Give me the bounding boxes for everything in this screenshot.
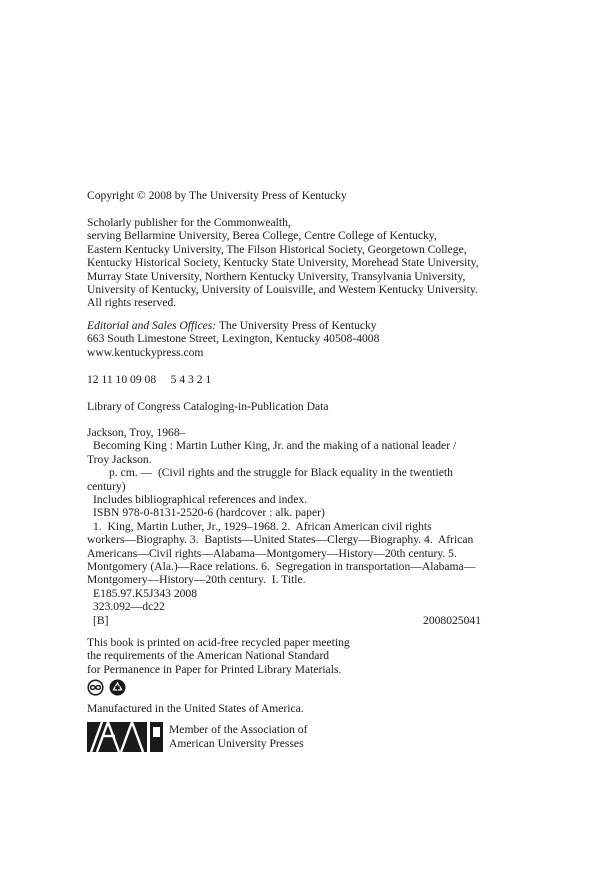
paper-line: This book is printed on acid-free recycled paper meeting	[87, 636, 350, 649]
aaup-member-block	[87, 722, 307, 752]
cip-series: century)	[87, 479, 126, 493]
cip-subjects: workers—Biography. 3. Baptists—United States—Clergy—Biography. 4. African	[87, 533, 474, 547]
paper-line: for Permanence in Paper for Printed Library Materials.	[87, 662, 342, 676]
cip-title: Becoming King : Martin Luther King, Jr. and the making of a national leader /	[93, 439, 457, 453]
cip-subjects: Americans—Civil rights—Alabama—Montgomery—History—20th century. 5.	[87, 546, 457, 560]
publisher-line: Kentucky Historical Society, Kentucky State University, Morehead State University,	[87, 256, 479, 270]
publisher-line: Murray State University, Northern Kentucky University, Transylvania University,	[87, 269, 466, 283]
cip-subjects: Montgomery—History—20th century. I. Title.	[87, 573, 306, 587]
publisher-line: Scholarly publisher for the Commonwealth,	[87, 216, 291, 229]
aaup-logo-icon	[87, 722, 163, 752]
cip-record	[87, 426, 527, 627]
printing-line: 12 11 10 09 08 5 4 3 2 1	[87, 373, 212, 386]
cip-bracket: [B]	[93, 613, 109, 627]
cip-subjects: 1. King, Martin Luther, Jr., 1929–1968. 2. African American civil rights	[93, 519, 432, 533]
publisher-website: www.kentuckypress.com	[87, 345, 204, 359]
cip-number-row	[87, 614, 481, 627]
copyright-line: Copyright © 2008 by The University Press of Kentucky	[87, 189, 347, 202]
cip-subjects: Montgomery (Ala.)—Race relations. 6. Segregation in transportation—Alabama—	[87, 560, 476, 574]
offices-label: Editorial and Sales Offices:	[87, 319, 217, 332]
acid-free-paper-icon	[87, 679, 104, 696]
offices-name: The University Press of Kentucky	[216, 319, 377, 332]
publisher-line: All rights reserved.	[87, 296, 177, 310]
cip-title: Troy Jackson.	[87, 452, 152, 466]
recycled-paper-icon	[109, 679, 126, 696]
cip-series: p. cm. — (Civil rights and the struggle for Black equality in the twentieth	[109, 466, 453, 480]
offices-address: 663 South Limestone Street, Lexington, Kentucky 40508-4008	[87, 332, 380, 346]
cip-dewey: 323.092—dc22	[93, 600, 165, 614]
cip-isbn: ISBN 978-0-8131-2520-6 (hardcover : alk. paper)	[93, 506, 325, 520]
cip-bibliography: Includes bibliographical references and index.	[93, 493, 308, 507]
cip-lc-class: E185.97.K5J343 2008	[93, 586, 198, 600]
publisher-statement	[87, 216, 527, 310]
paper-line: the requirements of the American National Standard	[87, 649, 330, 663]
cip-heading: Library of Congress Cataloging-in-Publication Data	[87, 400, 329, 413]
offices-block	[87, 319, 527, 359]
aaup-member-text: Member of the Association of American University Presses	[169, 723, 308, 750]
publisher-line: University of Kentucky, University of Louisville, and Western Kentucky University.	[87, 283, 478, 297]
cip-author: Jackson, Troy, 1968–	[87, 426, 186, 439]
paper-icons	[87, 679, 126, 696]
publisher-line: Eastern Kentucky University, The Filson Historical Society, Georgetown College,	[87, 242, 467, 256]
publisher-line: serving Bellarmine University, Berea College, Centre College of Kentucky,	[87, 229, 437, 243]
paper-statement	[87, 636, 527, 676]
cip-lccn: 2008025041	[423, 613, 481, 627]
manufactured-line: Manufactured in the United States of America.	[87, 702, 304, 715]
